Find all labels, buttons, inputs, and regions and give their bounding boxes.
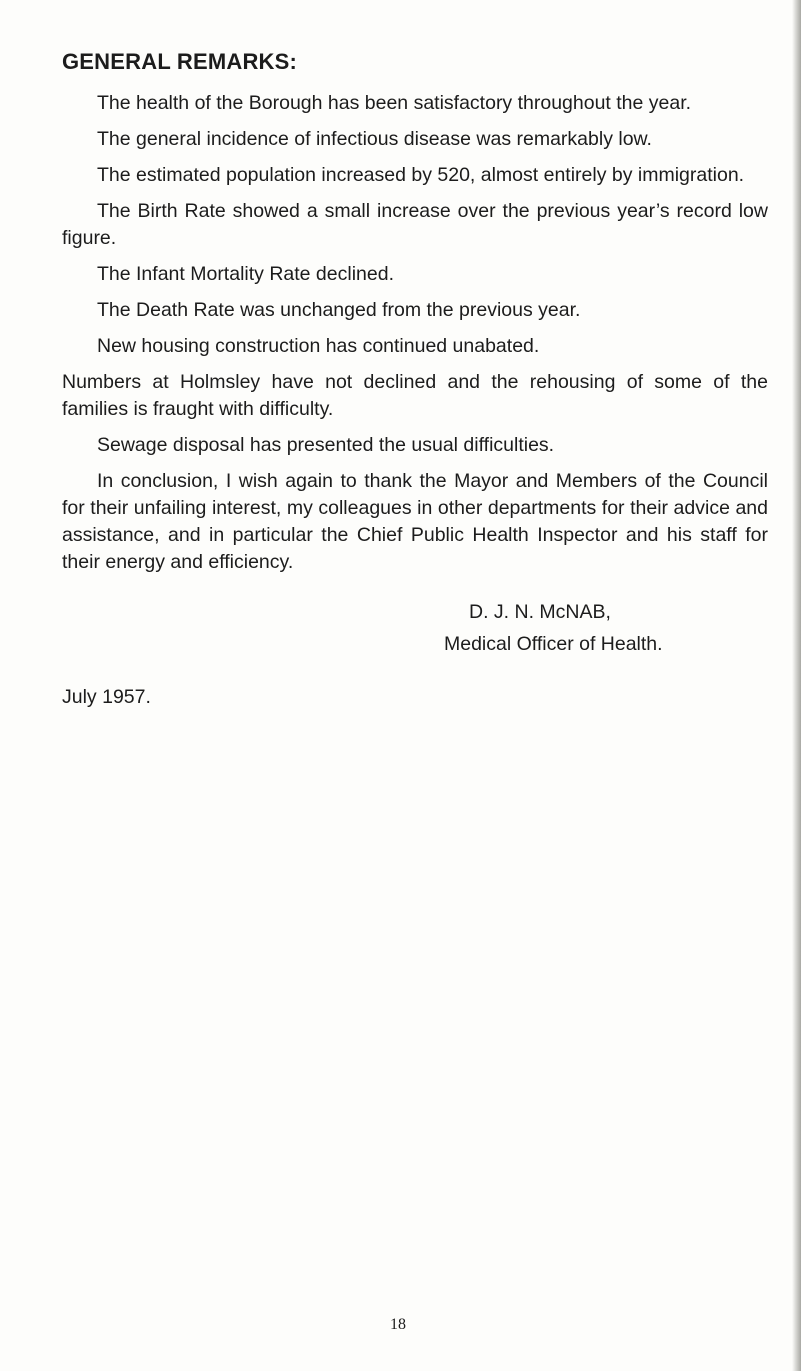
signature-title: Medical Officer of Health.	[444, 633, 663, 655]
signature-block	[444, 596, 768, 660]
paragraph-population: The estimated population increased by 520, almost entirely by immigration.	[97, 164, 745, 186]
page-number: 18	[390, 1316, 406, 1333]
paragraph-conclusion: In conclusion, I wish again to thank the Mayor and Members of the Council for their unfailing interest, my colleagues in other departments for their advice and assistance, and in particular the Chief Public Health Inspector and his staff for their energy and efficiency.	[62, 470, 768, 573]
paragraph-sewage: Sewage disposal has presented the usual difficulties.	[97, 434, 555, 456]
paragraph-housing: New housing construction has continued unabated.	[97, 335, 540, 357]
section-heading: GENERAL REMARKS:	[62, 49, 298, 74]
signature-name: D. J. N. McNAB,	[469, 601, 611, 623]
report-date: July 1957.	[62, 686, 151, 708]
paragraph-birth-rate: The Birth Rate showed a small increase over the previous year’s record low figure.	[62, 200, 768, 249]
paragraph-infant-mortality: The Infant Mortality Rate declined.	[97, 263, 394, 285]
page-content	[62, 48, 768, 711]
paragraph-health: The health of the Borough has been satisfactory throughout the year.	[97, 92, 692, 114]
paragraph-infectious-disease: The general incidence of infectious disease was remarkably low.	[97, 128, 652, 150]
page-edge-shadow	[792, 0, 801, 1371]
paragraph-holmsley: Numbers at Holmsley have not declined and the rehousing of some of the families is fraught with difficulty.	[62, 371, 768, 420]
paragraph-death-rate: The Death Rate was unchanged from the previous year.	[97, 299, 581, 321]
